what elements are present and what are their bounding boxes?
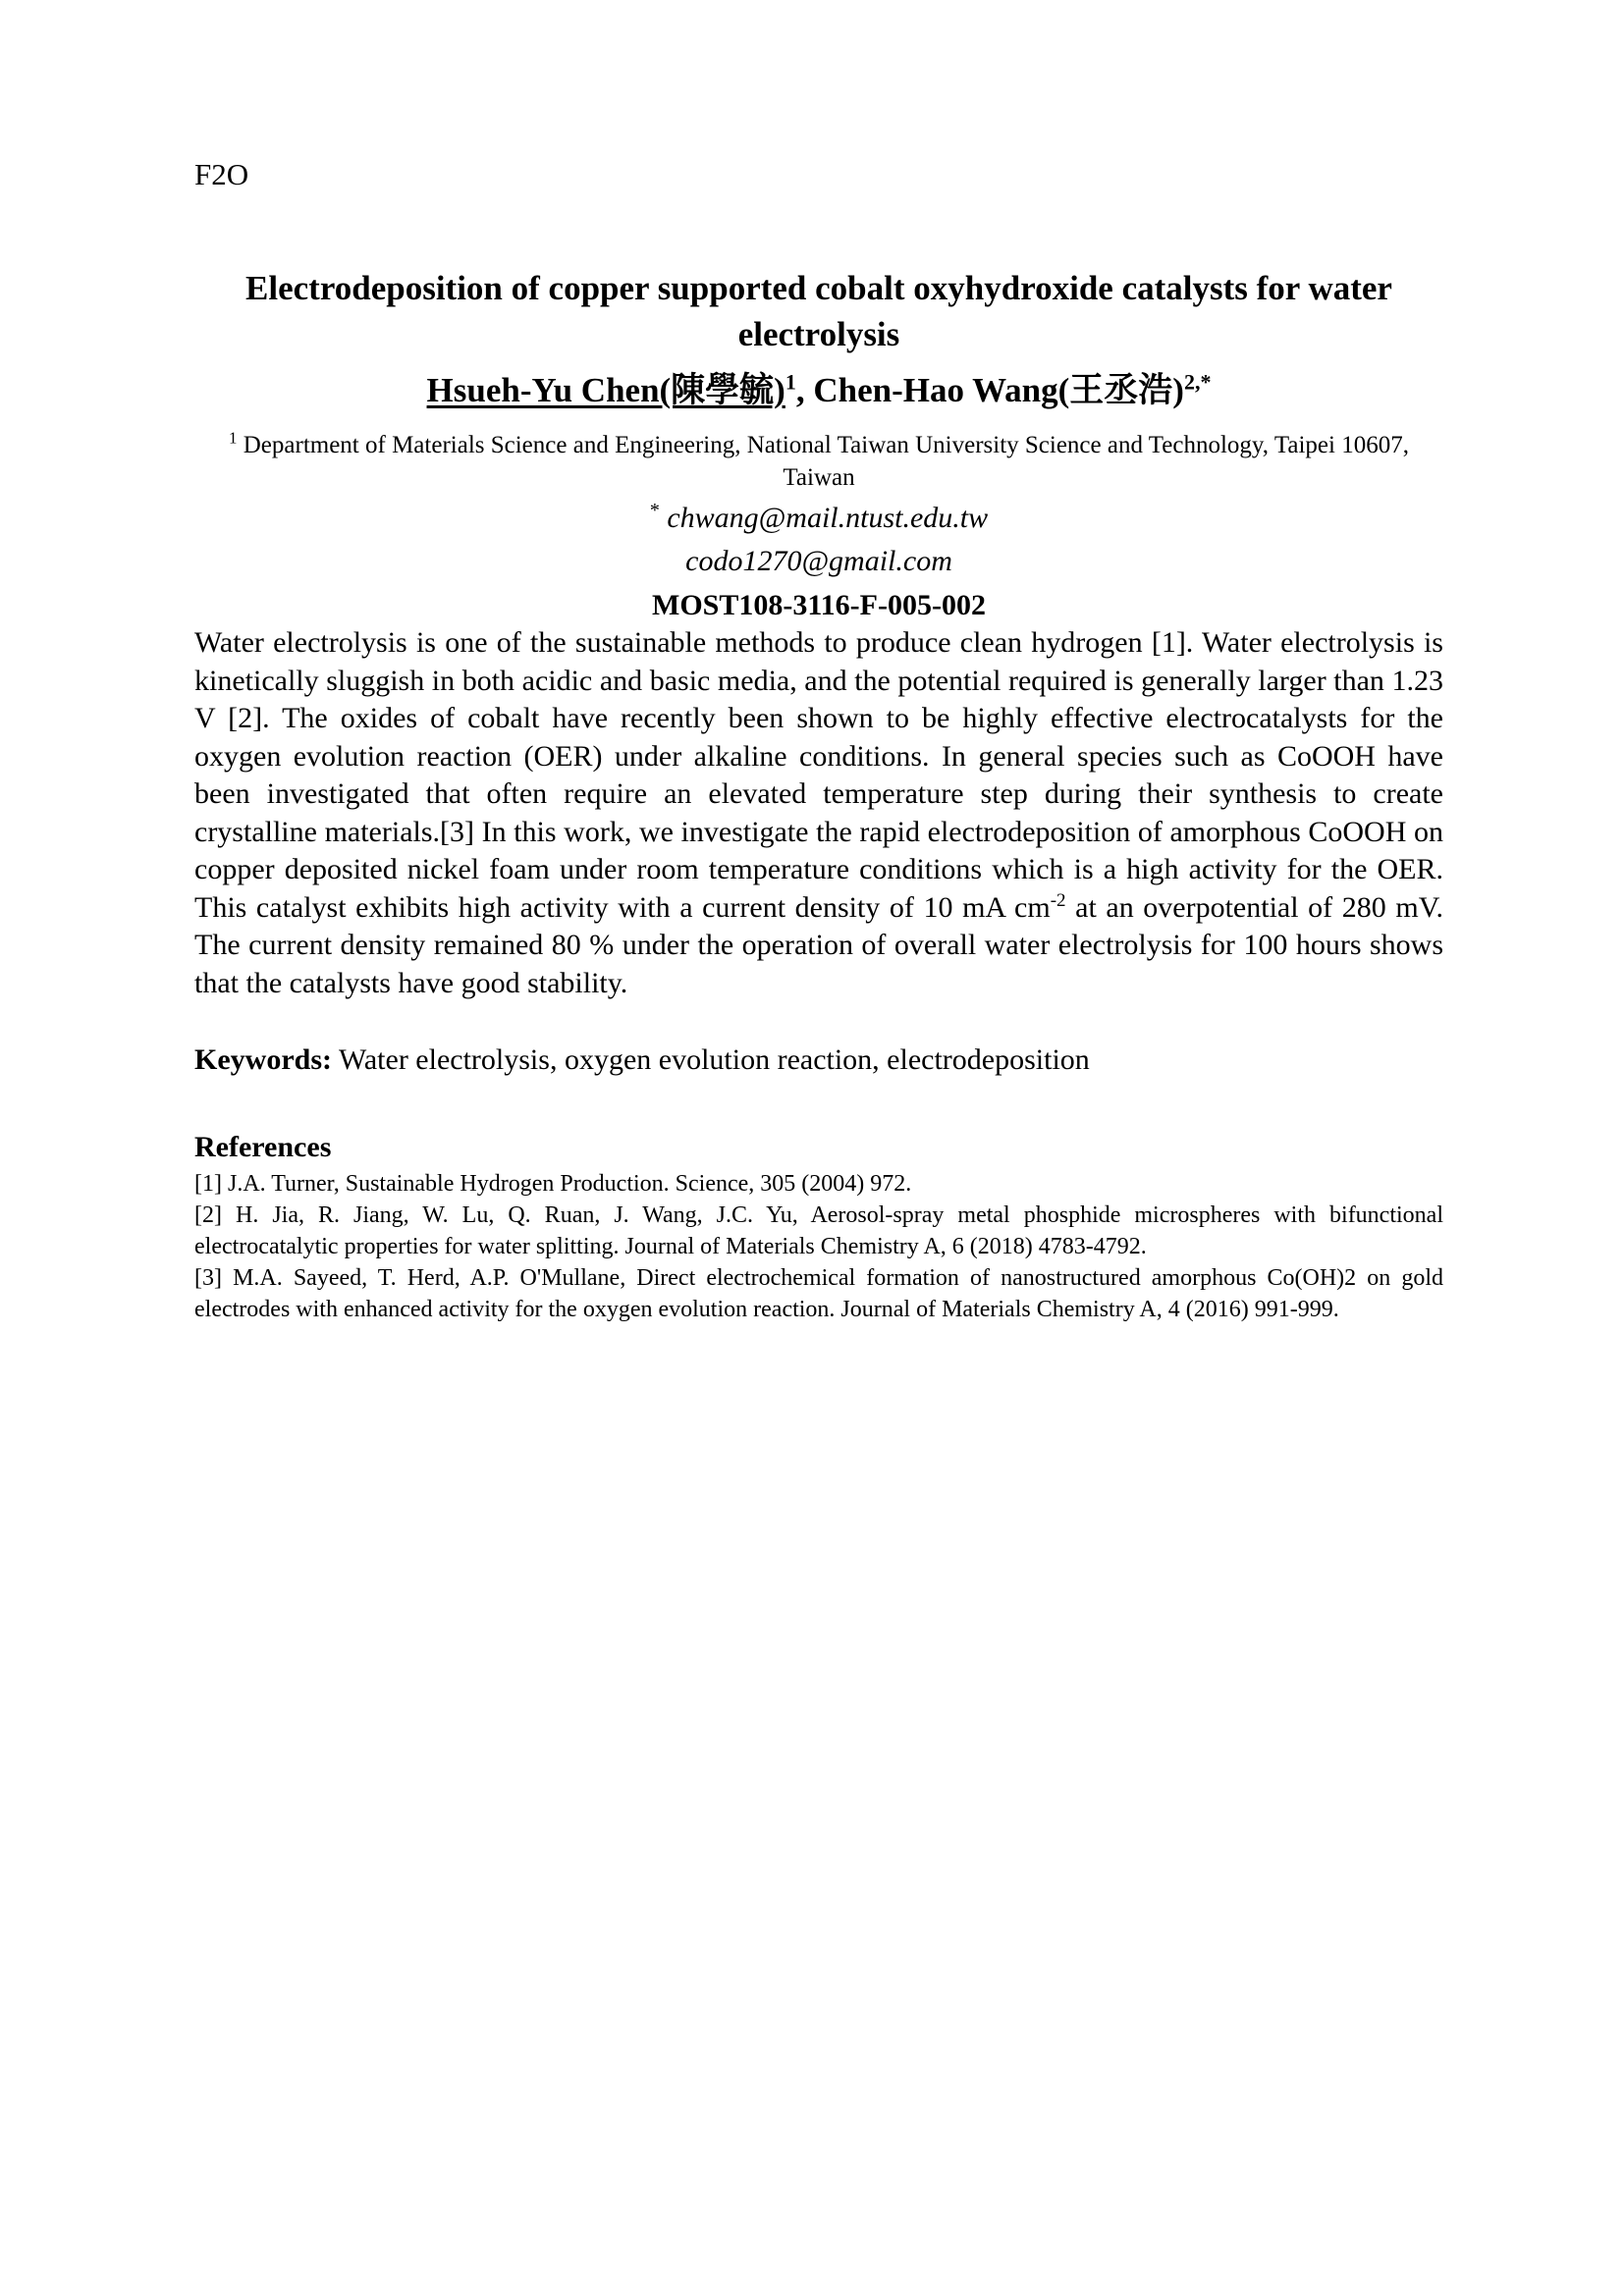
affiliation-text: Department of Materials Science and Engineering, National Taiwan University Science and Technology, Taipei 10607, Taiwan bbox=[237, 432, 1409, 491]
author-line bbox=[194, 368, 1443, 413]
references-list bbox=[194, 1168, 1443, 1325]
presenter-affiliation-mark: 1 bbox=[785, 369, 796, 395]
presenting-author: Hsueh-Yu Chen(陳學毓) bbox=[426, 371, 785, 409]
keywords-label: Keywords: bbox=[194, 1043, 332, 1076]
corresponding-author: Chen-Hao Wang(王丞浩) bbox=[813, 371, 1184, 409]
abstract-text-part1: Water electrolysis is one of the sustainable methods to produce clean hydrogen [1]. Water electrolysis is kinetically sluggish in both acidic and basic media, and the potential required is generally larger than 1.23 V [2]. The oxides of cobalt have recently been shown to be highly effective electrocatalysts for the oxygen evolution reaction (OER) under alkaline conditions. In general species such as CoOOH have been investigated that often require an elevated temperature step during their synthesis to create crystalline materials.[3] In this work, we investigate the rapid electrodeposition of amorphous CoOOH on copper deposited nickel foam under room temperature conditions which is a high activity for the OER. This catalyst exhibits high activity with a current density of 10 mA cm bbox=[194, 626, 1443, 924]
affiliation-mark: 1 bbox=[229, 428, 238, 448]
affiliation bbox=[194, 429, 1443, 494]
abstract-superscript: -2 bbox=[1050, 889, 1066, 911]
keywords-line bbox=[194, 1041, 1443, 1079]
paper-title: Electrodeposition of copper supported cobalt oxyhydroxide catalysts for water electrolysis bbox=[245, 269, 1392, 353]
abstract-body bbox=[194, 624, 1443, 1002]
corresponding-email-line bbox=[194, 499, 1443, 538]
references-heading: References bbox=[194, 1131, 332, 1163]
secondary-email: codo1270@gmail.com bbox=[685, 545, 952, 577]
abstract-text-part2: at an overpotential of 280 mV. The current density remained 80 % under the operation of overall water electrolysis for 100 hours shows that the catalysts have good stability. bbox=[194, 890, 1443, 999]
author-separator: , bbox=[795, 371, 814, 409]
reference-item: [2] H. Jia, R. Jiang, W. Lu, Q. Ruan, J. Wang, J.C. Yu, Aerosol-spray metal phosphide microspheres with bifunctional electrocatalytic properties for water splitting. Journal of Materials Chemistry A, 6 (2018) 4783-4792. bbox=[194, 1202, 1443, 1259]
keywords-text: Water electrolysis, oxygen evolution reaction, electrodeposition bbox=[331, 1043, 1090, 1076]
grant-number: MOST108-3116-F-005-002 bbox=[652, 589, 986, 621]
reference-item: [1] J.A. Turner, Sustainable Hydrogen Production. Science, 305 (2004) 972. bbox=[194, 1171, 912, 1197]
corresponding-affiliation-mark: 2,* bbox=[1183, 369, 1212, 395]
corresponding-email: chwang@mail.ntust.edu.tw bbox=[667, 502, 989, 534]
session-code: F2O bbox=[194, 157, 249, 191]
email-asterisk: * bbox=[649, 500, 660, 521]
reference-item: [3] M.A. Sayeed, T. Herd, A.P. O'Mullane, Direct electrochemical formation of nanostructured amorphous Co(OH)2 on gold electrodes with enhanced activity for the oxygen evolution reaction. Journal of Materials Chemistry A, 4 (2016) 991-999. bbox=[194, 1265, 1443, 1322]
